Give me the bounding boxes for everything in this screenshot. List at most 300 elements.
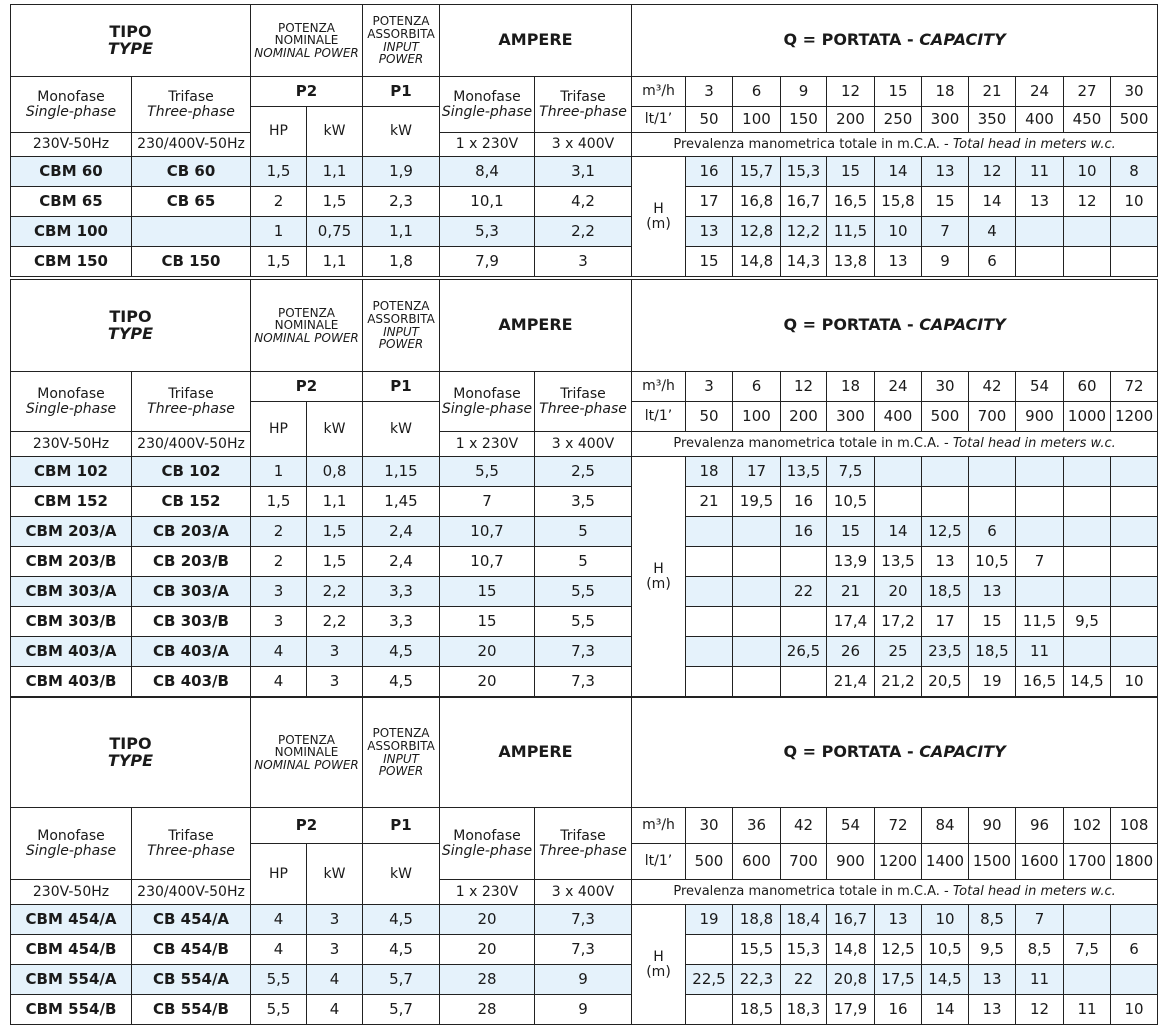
kw-value: 0,75	[307, 217, 363, 247]
monofase-label: Monofase	[453, 88, 521, 105]
flow-m3h-value: 18	[827, 372, 875, 402]
head-value: 13	[922, 157, 969, 187]
three-phase-model: CB 65	[132, 187, 251, 217]
three-phase-model: CB 554/A	[132, 965, 251, 995]
kw-header: kW	[307, 402, 363, 457]
head-value: 11	[1064, 995, 1111, 1025]
head-value: 7	[1016, 905, 1064, 935]
portata-label: Q = PORTATA -	[783, 742, 920, 762]
head-value: 12,5	[875, 935, 922, 965]
hp-value: 3	[251, 577, 307, 607]
head-value: 16	[875, 995, 922, 1025]
head-value	[733, 517, 781, 547]
head-value: 14	[875, 157, 922, 187]
flow-lt-value: 1800	[1111, 844, 1158, 880]
head-value	[1064, 247, 1111, 277]
kw-value: 3	[307, 667, 363, 697]
flow-lt-value: 1500	[969, 844, 1016, 880]
head-value: 22,5	[686, 965, 733, 995]
head-value: 16,7	[827, 905, 875, 935]
flow-lt-value: 700	[969, 402, 1016, 432]
header-row	[11, 5, 1158, 77]
head-value: 15,7	[733, 157, 781, 187]
ampere-single-header	[440, 372, 535, 432]
head-value	[781, 547, 827, 577]
total-head-label: Total head in meters w.c.	[952, 884, 1116, 900]
flow-lt-value: 900	[827, 844, 875, 880]
head-value: 15	[969, 607, 1016, 637]
input-power-label: INPUT POWER	[378, 751, 424, 779]
kw-value: 1,1	[307, 157, 363, 187]
flow-m3h-value: 30	[922, 372, 969, 402]
potenza-nominale-label: POTENZA NOMINALE	[274, 20, 339, 48]
ampere-three-value: 9	[535, 995, 632, 1025]
flow-m3h-value: 30	[686, 808, 733, 844]
three-phase-model: CB 454/B	[132, 935, 251, 965]
monofase-label: Monofase	[37, 385, 105, 402]
hp-value: 2	[251, 517, 307, 547]
trifase-label: Trifase	[560, 827, 606, 844]
head-value: 17	[922, 607, 969, 637]
head-unit	[632, 157, 686, 277]
single-phase-model: CBM 203/B	[11, 547, 132, 577]
head-value: 9	[922, 247, 969, 277]
head-value: 13	[875, 905, 922, 935]
hp-header: HP	[251, 844, 307, 905]
head-value	[1016, 517, 1064, 547]
head-value: 16,5	[827, 187, 875, 217]
kw-value: 3	[307, 905, 363, 935]
p1-value: 1,45	[363, 487, 440, 517]
total-head-caption	[632, 432, 1158, 457]
head-value	[733, 577, 781, 607]
ampere-three-value: 7,3	[535, 905, 632, 935]
table-row	[11, 187, 1158, 217]
p1-value: 1,8	[363, 247, 440, 277]
single-phase-model: CBM 60	[11, 157, 132, 187]
head-value: 15	[827, 157, 875, 187]
head-value: 14	[875, 517, 922, 547]
head-value	[733, 547, 781, 577]
kw-value: 3	[307, 637, 363, 667]
head-value	[922, 487, 969, 517]
head-value: 16,7	[781, 187, 827, 217]
flow-lt-value: 400	[1016, 107, 1064, 133]
flow-m3h-row	[11, 808, 1158, 844]
hp-header: HP	[251, 107, 307, 157]
head-value: 10	[922, 905, 969, 935]
head-value	[686, 607, 733, 637]
ampere-three-value: 7,3	[535, 667, 632, 697]
head-value: 18,8	[733, 905, 781, 935]
table-row	[11, 607, 1158, 637]
flow-m3h-value: 3	[686, 77, 733, 107]
ampere-three-value: 3,5	[535, 487, 632, 517]
nominal-power-label: NOMINAL POWER	[254, 330, 359, 345]
kw-value: 2,2	[307, 607, 363, 637]
head-value	[686, 577, 733, 607]
head-value	[686, 547, 733, 577]
voltage-row	[11, 880, 1158, 905]
hp-value: 5,5	[251, 965, 307, 995]
flow-lt-value: 50	[686, 107, 733, 133]
kw-value: 2,2	[307, 577, 363, 607]
head-value	[686, 667, 733, 697]
head-value	[1016, 457, 1064, 487]
head-value	[1064, 577, 1111, 607]
head-value: 14,5	[922, 965, 969, 995]
table-row	[11, 157, 1158, 187]
head-value: 18,5	[733, 995, 781, 1025]
head-value	[733, 607, 781, 637]
hp-header: HP	[251, 402, 307, 457]
ampere-three-value: 2,2	[535, 217, 632, 247]
table-row	[11, 637, 1158, 667]
head-value: 13	[875, 247, 922, 277]
ampere-single-voltage: 1 x 230V	[440, 133, 535, 157]
head-value: 13	[969, 965, 1016, 995]
tipo-label: TIPO	[109, 306, 152, 326]
m3h-unit: m³/h	[632, 808, 686, 844]
performance-table	[10, 4, 1158, 277]
ampere-three-voltage: 3 x 400V	[535, 880, 632, 905]
p1-header: P1	[363, 77, 440, 107]
three-phase-label: Three-phase	[147, 103, 235, 120]
single-phase-label: Single-phase	[441, 842, 533, 859]
h-label: H	[653, 948, 664, 965]
flow-m3h-value: 30	[1111, 77, 1158, 107]
capacity-label: CAPACITY	[919, 315, 1006, 335]
head-value: 17	[733, 457, 781, 487]
monofase-label: Monofase	[37, 88, 105, 105]
single-phase-model: CBM 454/B	[11, 935, 132, 965]
flow-m3h-value: 12	[827, 77, 875, 107]
flow-m3h-value: 27	[1064, 77, 1111, 107]
kw-header: kW	[307, 844, 363, 905]
single-phase-model: CBM 454/A	[11, 905, 132, 935]
head-value: 16	[781, 517, 827, 547]
ampere-single-value: 20	[440, 905, 535, 935]
table-row	[11, 905, 1158, 935]
single-phase-model: CBM 554/A	[11, 965, 132, 995]
lt-unit: lt/1’	[632, 402, 686, 432]
three-phase-model: CB 60	[132, 157, 251, 187]
flow-m3h-value: 90	[969, 808, 1016, 844]
head-value: 18,4	[781, 905, 827, 935]
tipo-label: TIPO	[109, 21, 152, 41]
total-head-caption	[632, 133, 1158, 157]
head-value: 26	[827, 637, 875, 667]
flow-lt-value: 1700	[1064, 844, 1111, 880]
table-row	[11, 995, 1158, 1025]
flow-m3h-value: 18	[922, 77, 969, 107]
p1-header: P1	[363, 808, 440, 844]
ampere-single-value: 15	[440, 577, 535, 607]
ampere-single-voltage: 1 x 230V	[440, 432, 535, 457]
p1-value: 4,5	[363, 667, 440, 697]
single-phase-model: CBM 203/A	[11, 517, 132, 547]
head-value: 18,3	[781, 995, 827, 1025]
monofase-label: Monofase	[453, 827, 521, 844]
three-phase-label: Three-phase	[539, 103, 627, 120]
ampere-three-value: 3,1	[535, 157, 632, 187]
flow-m3h-value: 54	[1016, 372, 1064, 402]
head-value: 10,5	[827, 487, 875, 517]
flow-lt-value: 500	[922, 402, 969, 432]
flow-m3h-value: 24	[875, 372, 922, 402]
head-value	[1111, 637, 1158, 667]
kw-value: 1,1	[307, 487, 363, 517]
hp-value: 5,5	[251, 995, 307, 1025]
hp-value: 1,5	[251, 487, 307, 517]
head-value	[922, 457, 969, 487]
head-value: 10	[1111, 995, 1158, 1025]
single-phase-label: Single-phase	[25, 400, 117, 417]
kw-value: 3	[307, 935, 363, 965]
head-value	[1111, 577, 1158, 607]
head-value: 12	[969, 157, 1016, 187]
ampere-single-value: 7,9	[440, 247, 535, 277]
head-value: 17	[686, 187, 733, 217]
three-phase-model: CB 403/B	[132, 667, 251, 697]
single-phase-model: CBM 150	[11, 247, 132, 277]
head-value: 22,3	[733, 965, 781, 995]
three-phase-model: CB 454/A	[132, 905, 251, 935]
flow-m3h-value: 84	[922, 808, 969, 844]
three-phase-model: CB 403/A	[132, 637, 251, 667]
kw-value: 0,8	[307, 457, 363, 487]
ampere-single-value: 8,4	[440, 157, 535, 187]
head-value: 19	[686, 905, 733, 935]
capacity-label: CAPACITY	[919, 30, 1006, 50]
total-head-caption	[632, 880, 1158, 905]
flow-lt-value: 500	[1111, 107, 1158, 133]
type-header	[11, 698, 251, 808]
kw-value: 4	[307, 995, 363, 1025]
head-value: 13	[969, 577, 1016, 607]
flow-lt-value: 200	[827, 107, 875, 133]
ampere-three-value: 3	[535, 247, 632, 277]
p1-value: 1,1	[363, 217, 440, 247]
head-value	[1064, 217, 1111, 247]
hp-value: 3	[251, 607, 307, 637]
head-unit	[632, 457, 686, 697]
head-value: 21	[686, 487, 733, 517]
table-row	[11, 577, 1158, 607]
head-value: 15	[827, 517, 875, 547]
head-value: 13,8	[827, 247, 875, 277]
head-value	[1064, 965, 1111, 995]
head-value	[1111, 217, 1158, 247]
h-label: H	[653, 560, 664, 577]
table-row	[11, 457, 1158, 487]
input-power-label: INPUT POWER	[378, 324, 424, 352]
head-value: 12	[1064, 187, 1111, 217]
single-phase-model: CBM 152	[11, 487, 132, 517]
head-value: 13	[922, 547, 969, 577]
potenza-assorbita-label: POTENZA ASSORBITA	[367, 726, 435, 753]
ampere-single-value: 10,7	[440, 517, 535, 547]
head-value	[686, 995, 733, 1025]
flow-m3h-value: 108	[1111, 808, 1158, 844]
potenza-nominale-label: POTENZA NOMINALE	[274, 732, 339, 760]
flow-m3h-value: 42	[969, 372, 1016, 402]
head-value: 7,5	[827, 457, 875, 487]
ampere-single-voltage: 1 x 230V	[440, 880, 535, 905]
head-value: 10	[875, 217, 922, 247]
flow-m3h-value: 54	[827, 808, 875, 844]
hp-value: 1	[251, 457, 307, 487]
prevalenza-label: Prevalenza manometrica totale in m.C.A. -	[673, 436, 953, 452]
head-value: 13,5	[781, 457, 827, 487]
prevalenza-label: Prevalenza manometrica totale in m.C.A. -	[673, 136, 953, 152]
flow-m3h-row	[11, 372, 1158, 402]
p2-header: P2	[251, 77, 363, 107]
total-head-label: Total head in meters w.c.	[952, 136, 1116, 152]
head-value	[686, 517, 733, 547]
head-value: 8,5	[1016, 935, 1064, 965]
kw-header: kW	[363, 844, 440, 905]
head-value	[1016, 577, 1064, 607]
type-label: TYPE	[107, 750, 154, 770]
ampere-three-voltage: 3 x 400V	[535, 432, 632, 457]
p1-value: 3,3	[363, 607, 440, 637]
p2-header: P2	[251, 372, 363, 402]
ampere-header	[440, 698, 632, 808]
head-value: 6	[969, 517, 1016, 547]
total-head-label: Total head in meters w.c.	[952, 436, 1116, 452]
input-power-label: INPUT POWER	[378, 39, 424, 67]
lt-unit: lt/1’	[632, 844, 686, 880]
flow-m3h-value: 6	[733, 372, 781, 402]
head-value	[1111, 247, 1158, 277]
three-phase-model: CB 203/B	[132, 547, 251, 577]
ampere-single-value: 10,1	[440, 187, 535, 217]
three-phase-header	[132, 77, 251, 133]
head-value: 16	[781, 487, 827, 517]
type-header	[11, 5, 251, 77]
head-value: 10,5	[969, 547, 1016, 577]
ampere-three-value: 5,5	[535, 577, 632, 607]
flow-m3h-value: 60	[1064, 372, 1111, 402]
lt-unit: lt/1’	[632, 107, 686, 133]
table-row	[11, 547, 1158, 577]
head-value: 15,3	[781, 935, 827, 965]
three-phase-header	[132, 372, 251, 432]
head-value: 16,5	[1016, 667, 1064, 697]
ampere-three-value: 4,2	[535, 187, 632, 217]
flow-lt-value: 1000	[1064, 402, 1111, 432]
head-value: 13	[1016, 187, 1064, 217]
p2-header: P2	[251, 808, 363, 844]
single-phase-label: Single-phase	[25, 842, 117, 859]
kw-value: 1,1	[307, 247, 363, 277]
p1-value: 1,15	[363, 457, 440, 487]
head-value: 10	[1064, 157, 1111, 187]
head-value: 15,5	[733, 935, 781, 965]
head-value: 15	[686, 247, 733, 277]
single-phase-label: Single-phase	[441, 103, 533, 120]
nominal-power-header	[251, 698, 363, 808]
trifase-label: Trifase	[560, 88, 606, 105]
flow-lt-value: 400	[875, 402, 922, 432]
ampere-label: AMPERE	[498, 30, 573, 50]
table-row	[11, 935, 1158, 965]
ampere-three-voltage: 3 x 400V	[535, 133, 632, 157]
input-power-header	[363, 698, 440, 808]
flow-m3h-value: 24	[1016, 77, 1064, 107]
hp-value: 4	[251, 905, 307, 935]
head-value: 16,8	[733, 187, 781, 217]
ampere-single-value: 15	[440, 607, 535, 637]
three-phase-model: CB 554/B	[132, 995, 251, 1025]
head-value	[969, 487, 1016, 517]
three-phase-label: Three-phase	[539, 842, 627, 859]
potenza-nominale-label: POTENZA NOMINALE	[274, 305, 339, 333]
single-phase-model: CBM 554/B	[11, 995, 132, 1025]
capacity-label: CAPACITY	[919, 742, 1006, 762]
hp-value: 1,5	[251, 157, 307, 187]
three-phase-label: Three-phase	[147, 842, 235, 859]
head-value: 23,5	[922, 637, 969, 667]
trifase-label: Trifase	[168, 88, 214, 105]
head-value: 15,8	[875, 187, 922, 217]
header-row	[11, 698, 1158, 808]
head-value: 11	[1016, 637, 1064, 667]
head-value	[686, 935, 733, 965]
flow-lt-value: 350	[969, 107, 1016, 133]
flow-m3h-value: 12	[781, 372, 827, 402]
m3h-unit: m³/h	[632, 77, 686, 107]
m3h-unit: m³/h	[632, 372, 686, 402]
head-value	[686, 637, 733, 667]
head-unit	[632, 905, 686, 1025]
head-value: 13	[969, 995, 1016, 1025]
head-value	[1064, 547, 1111, 577]
head-value	[1111, 487, 1158, 517]
capacity-header	[632, 280, 1158, 372]
single-phase-header	[11, 808, 132, 880]
kw-header: kW	[363, 402, 440, 457]
three-phase-model: CB 152	[132, 487, 251, 517]
flow-lt-value: 1200	[1111, 402, 1158, 432]
single-phase-label: Single-phase	[25, 103, 117, 120]
ampere-three-value: 5	[535, 517, 632, 547]
head-value	[1111, 607, 1158, 637]
kw-header: kW	[363, 107, 440, 157]
p1-value: 4,5	[363, 935, 440, 965]
ampere-single-value: 20	[440, 637, 535, 667]
type-header	[11, 280, 251, 372]
single-phase-model: CBM 303/A	[11, 577, 132, 607]
head-value	[1016, 247, 1064, 277]
performance-table	[10, 697, 1158, 1025]
m-label: (m)	[646, 215, 671, 232]
flow-lt-value: 600	[733, 844, 781, 880]
head-value	[1111, 457, 1158, 487]
table-row	[11, 965, 1158, 995]
head-value	[1064, 457, 1111, 487]
head-value: 9,5	[1064, 607, 1111, 637]
input-power-header	[363, 280, 440, 372]
head-value: 10	[1111, 187, 1158, 217]
head-value: 17,9	[827, 995, 875, 1025]
head-value	[1111, 517, 1158, 547]
nominal-power-label: NOMINAL POWER	[254, 45, 359, 60]
p1-header: P1	[363, 372, 440, 402]
three-phase-header	[132, 808, 251, 880]
head-value: 12	[1016, 995, 1064, 1025]
